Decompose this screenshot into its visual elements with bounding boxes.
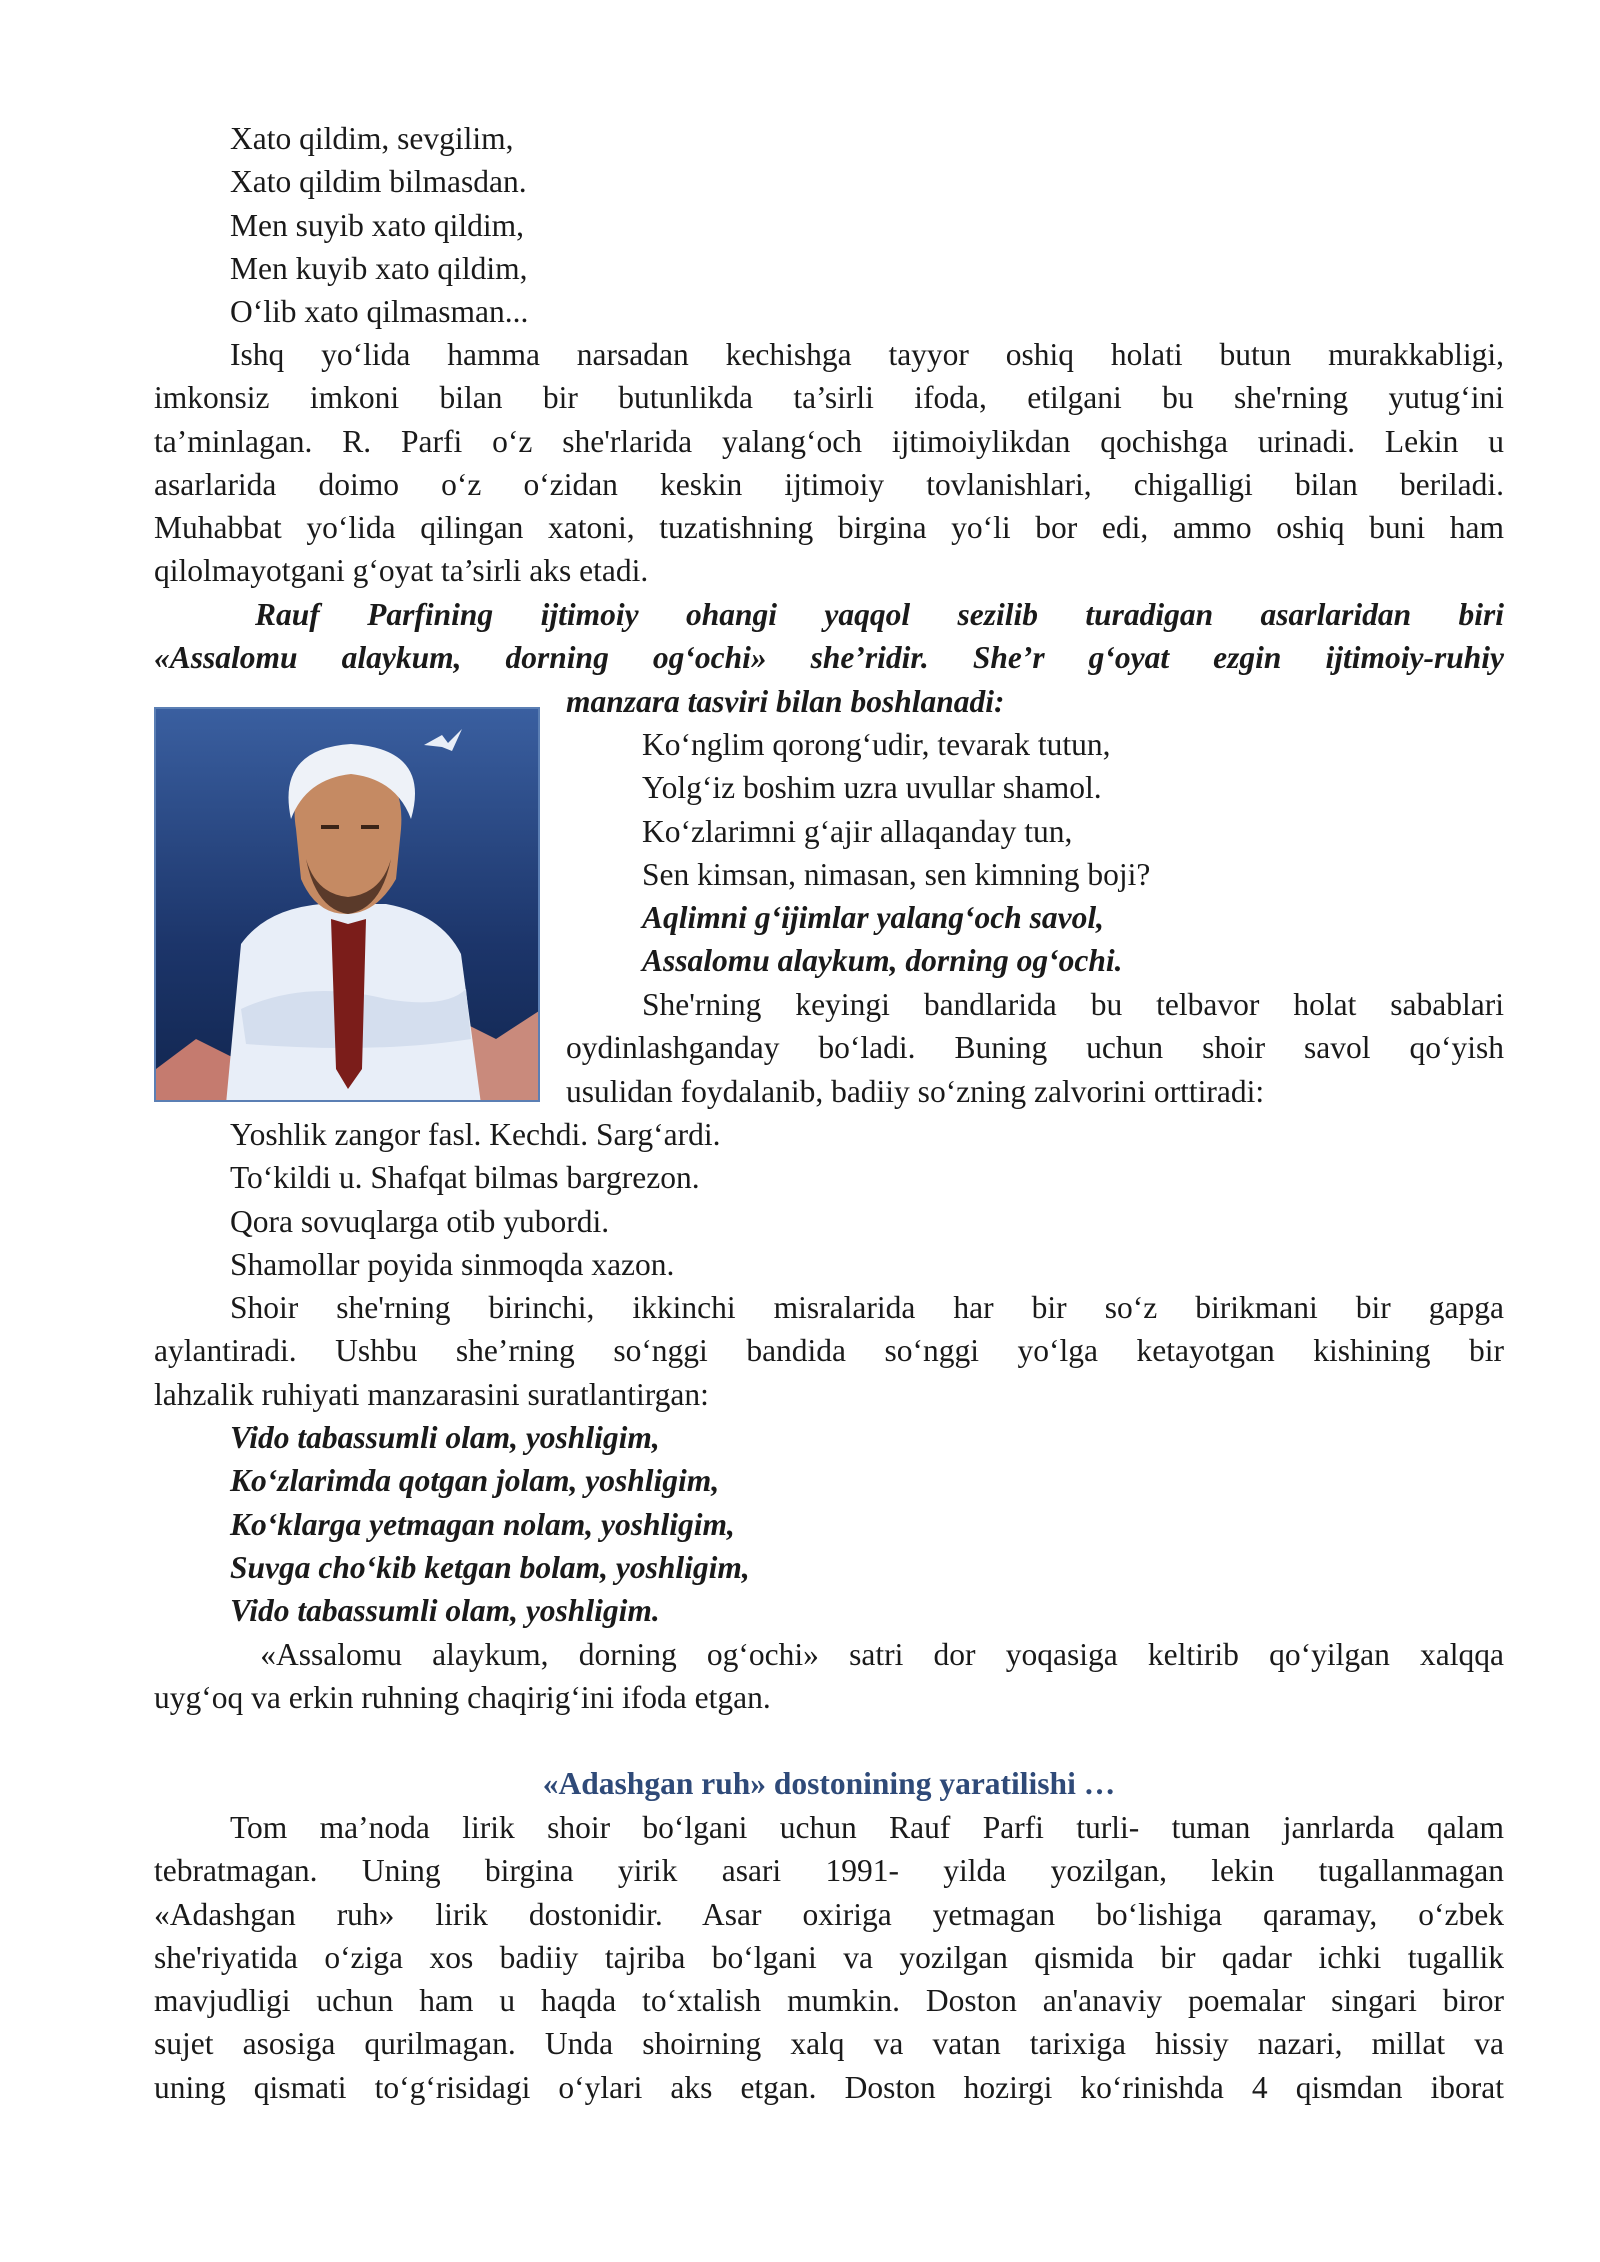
poem-line: Suvga cho‘kib ketgan bolam, yoshligim, [230, 1549, 750, 1585]
poem-line: Xato qildim, sevgilim, [230, 121, 514, 156]
poem-line: Sen kimsan, nimasan, sen kimning boji? [642, 856, 1151, 892]
poem-line: O‘lib xato qilmasman... [230, 294, 529, 330]
paragraph-ishq [154, 333, 1504, 593]
poem-line: Assalomu alaykum, dorning og‘ochi. [642, 943, 1123, 979]
paragraph-line: usulidan foydalanib, badiiy so‘zning zalvorini orttiradi: [566, 1073, 1265, 1109]
paragraph-line: «Assalomu alaykum, dorning og‘ochi» she’ridir. She’r g‘oyat ezgin ijtimoiy-ruhiy [154, 640, 1504, 676]
paragraph-line: Muhabbat yo‘lida qilingan xatoni, tuzatishning birgina yo‘li bor edi, ammo oshiq buni ham [154, 510, 1504, 546]
paragraph-line: Ishq yo‘lida hamma narsadan kechishga tayyor oshiq holati butun murakkabligi, [230, 337, 1504, 372]
poem-line: Shamollar poyida sinmoqda xazon. [230, 1246, 675, 1282]
paragraph-line: aylantiradi. Ushbu she’rning so‘nggi bandida so‘nggi yo‘lga ketayotgan kishining bir [154, 1333, 1504, 1369]
paragraph-line: uyg‘oq va erkin ruhning chaqirig‘ini ifoda etgan. [154, 1680, 771, 1716]
paragraph-line: qilolmayotgani g‘oyat ta’sirli aks etadi. [154, 553, 649, 589]
poem-line: Men suyib xato qildim, [230, 207, 524, 243]
paragraph-rauf-parfi [154, 593, 1504, 680]
paragraph-line: She'rning keyingi bandlarida bu telbavor holat sabablari [642, 987, 1504, 1022]
poem-line: Aqlimni g‘ijimlar yalang‘och savol, [642, 900, 1105, 936]
poem-line: Vido tabassumli olam, yoshligim, [230, 1420, 660, 1455]
poem-assalomu-alaykum [566, 723, 1504, 983]
poem-vido-tabassumli [154, 1416, 1504, 1632]
poem-line: Vido tabassumli olam, yoshligim. [230, 1593, 660, 1629]
paragraph-line: mavjudligi uchun ham u haqda to‘xtalish mumkin. Doston an'anaviy poemalar singari biror [154, 1983, 1504, 2019]
paragraph-shoir-sherning [154, 1286, 1504, 1416]
paragraph-line: tebratmagan. Uning birgina yirik asari 1991- yilda yozilgan, lekin tugallanmagan [154, 1853, 1504, 1889]
poem-line: Xato qildim bilmasdan. [230, 164, 527, 200]
paragraph-line: sujet asosiga qurilmagan. Unda shoirning xalq va vatan tarixiga hissiy nazari, millat va [154, 2026, 1504, 2062]
poem-line: Men kuyib xato qildim, [230, 250, 528, 286]
paragraph-line: «Adashgan ruh» lirik dostonidir. Asar oxiriga yetmagan bo‘lishiga qaramay, o‘zbek [154, 1896, 1504, 1932]
poem-line: Ko‘zlarimni g‘ajir allaqanday tun, [642, 813, 1073, 849]
poem-line: Qora sovuqlarga otib yubordi. [230, 1203, 610, 1239]
paragraph-line: oydinlashganday bo‘ladi. Buning uchun shoir savol qo‘yish [566, 1030, 1504, 1066]
paragraph-line: asarlarida doimo o‘z o‘zidan keskin ijtimoiy tovlanishlari, chigalligi bilan beriladi. [154, 466, 1504, 502]
poem-xato-qildim [154, 117, 1504, 333]
paragraph-line: manzara tasviri bilan boshlanadi: [566, 684, 1005, 719]
poem-line: Yolg‘iz boshim uzra uvullar shamol. [642, 770, 1102, 806]
section-heading [154, 1762, 1504, 1805]
poem-line: Yoshlik zangor fasl. Kechdi. Sarg‘ardi. [230, 1117, 721, 1152]
paragraph-line: Rauf Parfining ijtimoiy ohangi yaqqol sezilib turadigan asarlaridan biri [255, 597, 1504, 632]
poet-portrait-image [154, 707, 540, 1102]
poem-line: Ko‘klarga yetmagan nolam, yoshligim, [230, 1506, 735, 1542]
paragraph-line: lahzalik ruhiyati manzarasini suratlantirgan: [154, 1376, 709, 1412]
poem-yoshlik-zangor-fasl [154, 1113, 1504, 1286]
paragraph-line: Tom ma’noda lirik shoir bo‘lgani uchun Rauf Parfi turli- tuman janrlarda qalam [230, 1810, 1504, 1845]
poem-line: Ko‘nglim qorong‘udir, tevarak tutun, [642, 727, 1111, 762]
paragraph-tom-manoda [154, 1806, 1504, 2109]
paragraph-line: uning qismati to‘g‘risidagi o‘ylari aks etgan. Doston hozirgi ko‘rinishda 4 qismdan iborat [154, 2069, 1504, 2105]
paragraph-keyingi-bandlar [566, 983, 1504, 1113]
poem-line: Ko‘zlarimda qotgan jolam, yoshligim, [230, 1463, 720, 1499]
poem-line: To‘kildi u. Shafqat bilmas bargrezon. [230, 1160, 700, 1196]
paragraph-line: «Assalomu alaykum, dorning og‘ochi» satri dor yoqasiga keltirib qo‘yilgan xalqqa [230, 1637, 1504, 1672]
paragraph-rauf-parfi-end [566, 680, 1504, 723]
paragraph-line: ta’minlagan. R. Parfi o‘z she'rlarida yalang‘och ijtimoiylikdan qochishga urinadi. Lekin u [154, 423, 1504, 459]
paragraph-assalomu-satri [154, 1633, 1504, 1720]
paragraph-line: Shoir she'rning birinchi, ikkinchi misralarida har bir so‘z birikmani bir gapga [230, 1290, 1504, 1325]
section-heading-text: «Adashgan ruh» dostonining yaratilishi … [542, 1766, 1116, 1801]
paragraph-line: she'riyatida o‘ziga xos badiiy tajriba bo‘lgani va yozilgan qismida bir qadar ichki tugallik [154, 1939, 1504, 1975]
paragraph-line: imkonsiz imkoni bilan bir butunlikda ta’sirli ifoda, etilgani bu she'rning yutug‘ini [154, 380, 1504, 416]
portrait-illustration [156, 709, 540, 1102]
